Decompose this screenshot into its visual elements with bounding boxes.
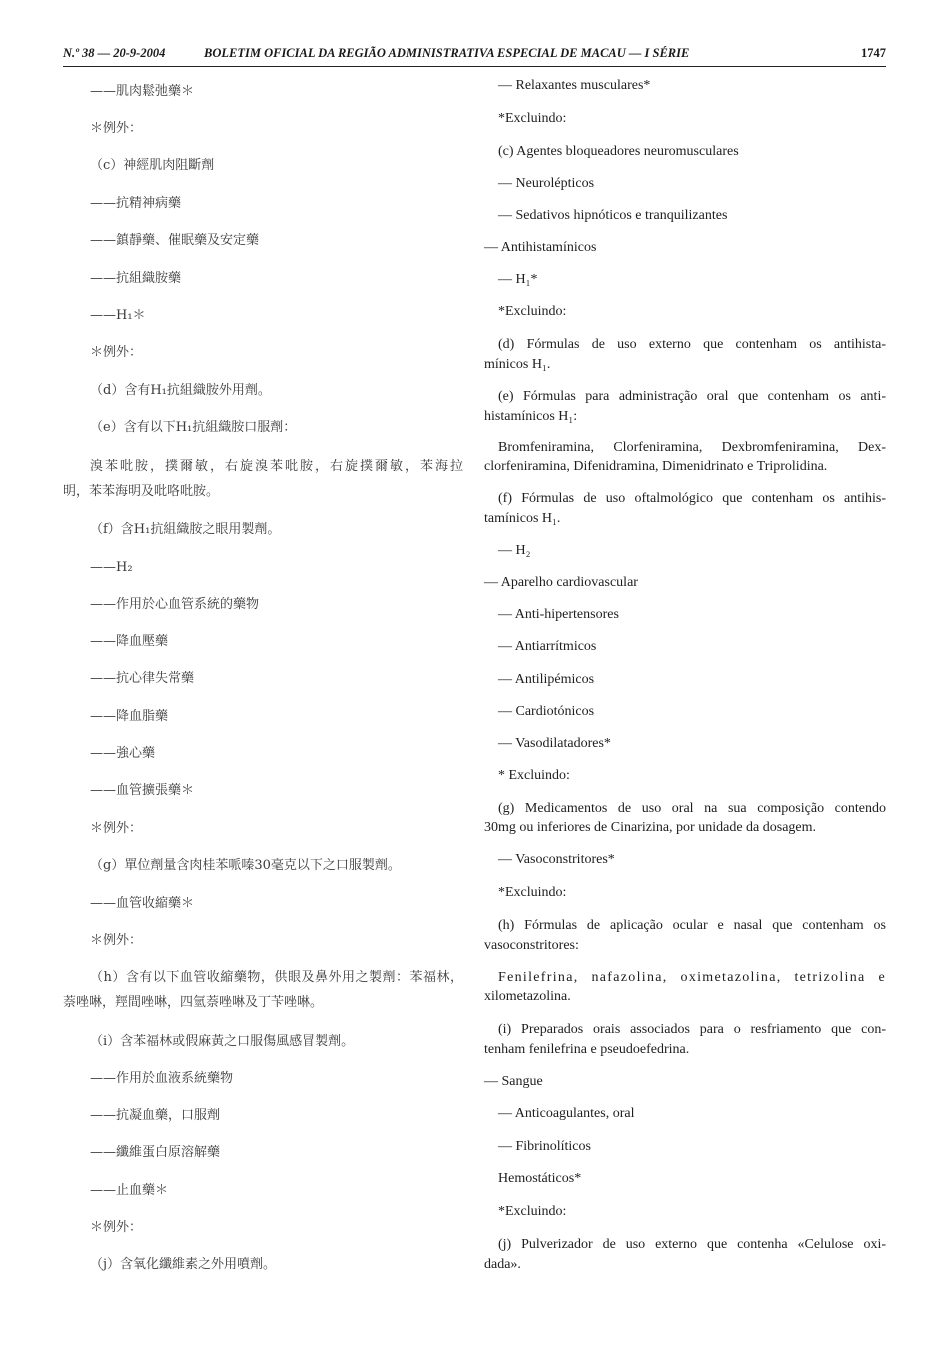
zh-line: 溴苯吡胺，撲爾敏，右旋溴苯吡胺，右旋撲爾敏，苯海拉 — [90, 459, 463, 474]
pt-line: Fenilefrina, nafazolina, oximetazolina, tetrizolina e — [498, 970, 886, 985]
pt-line: * Excluindo: — [498, 768, 570, 783]
pt-line: — Relaxantes musculares* — [498, 78, 651, 93]
page-number: 1747 — [861, 46, 886, 60]
zh-line: ——血管擴張藥＊ — [90, 783, 195, 798]
zh-line: （i）含苯福林或假麻黃之口服傷風感冒製劑。 — [90, 1034, 355, 1049]
pt-line: — Sedativos hipnóticos e tranquilizantes — [498, 208, 728, 223]
zh-line: ＊例外： — [90, 821, 143, 836]
zh-line: 明，苯苯海明及吡咯吡胺。 — [63, 484, 220, 499]
zh-line: ——鎮靜藥、催眠藥及安定藥 — [90, 233, 260, 248]
zh-line: ——降血壓藥 — [90, 634, 169, 649]
zh-line: （j）含氧化纖維素之外用噴劑。 — [90, 1257, 277, 1272]
pt-line: *Excluindo: — [498, 304, 567, 319]
zh-line: ——抗精神病藥 — [90, 196, 182, 211]
pt-line: vasoconstritores: — [484, 938, 579, 953]
pt-line: clorfeniramina, Difenidramina, Dimenidrinato e Triprolidina. — [484, 459, 828, 474]
zh-line: ——抗凝血藥，口服劑 — [90, 1108, 221, 1123]
pt-line: tenham fenilefrina e pseudoefedrina. — [484, 1042, 690, 1057]
zh-line: 萘唑啉，羥間唑啉，四氫萘唑啉及丁苄唑啉。 — [63, 995, 324, 1010]
pt-line: (j) Pulverizador de uso externo que contenha «Celulose oxi- — [498, 1237, 886, 1252]
zh-line: ——抗心律失常藥 — [90, 671, 195, 686]
pt-line: histamínicos H₁: — [484, 409, 578, 424]
pt-line: — Antilipémicos — [498, 672, 595, 687]
zh-line: ——強心藥 — [90, 746, 156, 761]
zh-line: ＊例外： — [90, 1220, 143, 1235]
pt-line: tamínicos H₁. — [484, 511, 561, 526]
pt-line: Bromfeniramina, Clorfeniramina, Dexbromfeniramina, Dex- — [498, 440, 886, 455]
zh-line: ＊例外： — [90, 345, 143, 360]
zh-line: ——H₂ — [90, 560, 133, 575]
zh-line: （h）含有以下血管收縮藥物，供眼及鼻外用之製劑：苯福林， — [90, 970, 463, 985]
pt-line: — H₂ — [498, 543, 531, 558]
pt-line: *Excluindo: — [498, 1204, 567, 1219]
pt-line: — Vasoconstritores* — [498, 852, 615, 867]
zh-line: ——肌肉鬆弛藥＊ — [90, 84, 195, 99]
zh-line: ——H₁＊ — [90, 308, 146, 323]
zh-line: （e）含有以下H₁抗組織胺口服劑： — [90, 420, 297, 435]
pt-line: (c) Agentes bloqueadores neuromusculares — [498, 144, 739, 159]
issue-date: N.º 38 — 20-9-2004 — [63, 46, 166, 60]
zh-line: ——纖維蛋白原溶解藥 — [90, 1145, 221, 1160]
pt-line: (g) Medicamentos de uso oral na sua composição contendo — [498, 801, 886, 816]
zh-line: （c）神經肌肉阻斷劑 — [90, 158, 215, 173]
pt-line: *Excluindo: — [498, 885, 567, 900]
zh-line: ——抗組織胺藥 — [90, 271, 182, 286]
pt-line: (f) Fórmulas de uso oftalmológico que contenham os antihis- — [498, 491, 886, 506]
pt-line: xilometazolina. — [484, 989, 571, 1004]
zh-line: ——作用於血液系統藥物 — [90, 1071, 234, 1086]
zh-line: ——作用於心血管系統的藥物 — [90, 597, 260, 612]
pt-line: — Anti-hipertensores — [498, 607, 619, 622]
pt-line: — H₁* — [498, 272, 538, 287]
zh-line: ——降血脂藥 — [90, 709, 169, 724]
zh-line: ——血管收縮藥＊ — [90, 896, 195, 911]
zh-line: （f）含H₁抗組織胺之眼用製劑。 — [90, 522, 281, 537]
zh-line: ＊例外： — [90, 121, 143, 136]
pt-line: — Cardiotónicos — [498, 704, 595, 719]
pt-line: dada». — [484, 1257, 521, 1272]
pt-line: Hemostáticos* — [498, 1171, 582, 1186]
pt-line: (e) Fórmulas para administração oral que contenham os anti- — [498, 389, 886, 404]
pt-line: 30mg ou inferiores de Cinarizina, por unidade da dosagem. — [484, 820, 817, 835]
zh-line: （g）單位劑量含肉桂苯哌嗪30毫克以下之口服製劑。 — [90, 858, 401, 873]
pt-line: (i) Preparados orais associados para o resfriamento que con- — [498, 1022, 886, 1037]
pt-line: — Antihistamínicos — [484, 240, 597, 255]
pt-line: — Fibrinolíticos — [498, 1139, 591, 1154]
pt-line: — Aparelho cardiovascular — [484, 575, 638, 590]
pt-line: — Anticoagulantes, oral — [498, 1106, 635, 1121]
pt-line: — Antiarrítmicos — [498, 639, 597, 654]
pt-line: (d) Fórmulas de uso externo que contenham os antihista- — [498, 337, 886, 352]
pt-line: — Vasodilatadores* — [498, 736, 611, 751]
bulletin-title: BOLETIM OFICIAL DA REGIÃO ADMINISTRATIVA ESPECIAL DE MACAU — I SÉRIE — [204, 46, 690, 60]
pt-line: *Excluindo: — [498, 111, 567, 126]
page-header — [63, 44, 886, 67]
pt-line: (h) Fórmulas de aplicação ocular e nasal que contenham os — [498, 918, 886, 933]
pt-line: — Neurolépticos — [498, 176, 595, 191]
zh-line: ——止血藥＊ — [90, 1183, 169, 1198]
pt-line: — Sangue — [484, 1074, 543, 1089]
zh-line: （d）含有H₁抗組織胺外用劑。 — [90, 383, 271, 398]
pt-line: mínicos H₁. — [484, 357, 551, 372]
zh-line: ＊例外： — [90, 933, 143, 948]
